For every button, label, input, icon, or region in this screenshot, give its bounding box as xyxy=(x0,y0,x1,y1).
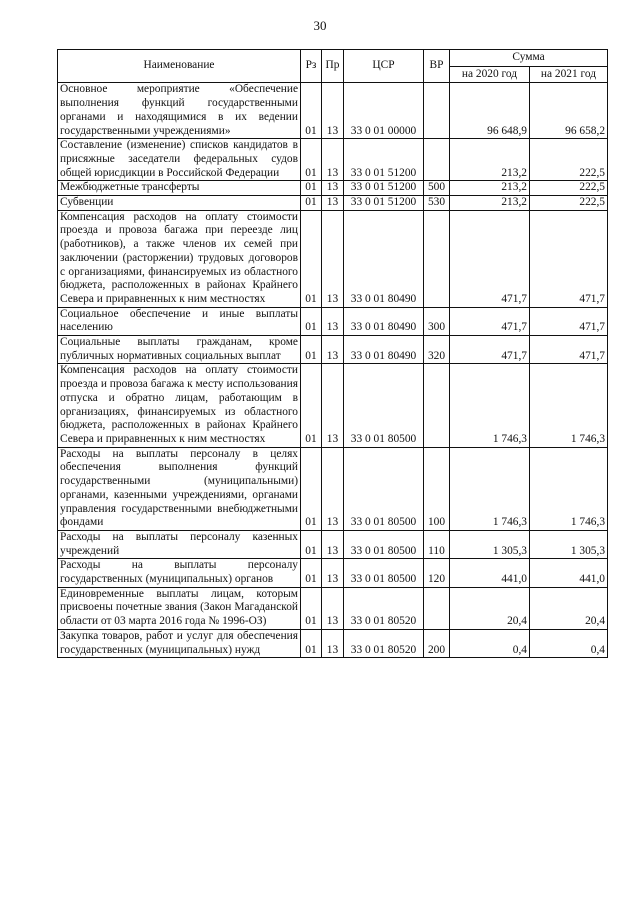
cell-sum-2020: 213,2 xyxy=(450,139,530,181)
cell-vr xyxy=(424,139,450,181)
cell-name: Социальное обеспечение и иные выплаты населению xyxy=(58,307,301,335)
header-rz: Рз xyxy=(301,50,322,83)
cell-rz: 01 xyxy=(301,181,322,196)
cell-vr: 110 xyxy=(424,530,450,558)
cell-pr: 13 xyxy=(322,587,344,629)
cell-sum-2020: 471,7 xyxy=(450,210,530,307)
cell-csr: 33 0 01 80520 xyxy=(344,587,424,629)
cell-csr: 33 0 01 51200 xyxy=(344,196,424,211)
cell-rz: 01 xyxy=(301,587,322,629)
cell-vr xyxy=(424,210,450,307)
cell-name: Расходы на выплаты персоналу казенных учреждений xyxy=(58,530,301,558)
cell-rz: 01 xyxy=(301,629,322,657)
cell-vr: 530 xyxy=(424,196,450,211)
table-row xyxy=(58,83,608,139)
table-row xyxy=(58,587,608,629)
cell-vr: 120 xyxy=(424,559,450,587)
header-2020: на 2020 год xyxy=(450,66,530,83)
cell-csr: 33 0 01 80500 xyxy=(344,559,424,587)
header-name: Наименование xyxy=(58,50,301,83)
table-row xyxy=(58,307,608,335)
cell-sum-2020: 213,2 xyxy=(450,181,530,196)
cell-rz: 01 xyxy=(301,336,322,364)
table-row xyxy=(58,210,608,307)
cell-sum-2020: 213,2 xyxy=(450,196,530,211)
cell-sum-2021: 0,4 xyxy=(530,629,608,657)
cell-rz: 01 xyxy=(301,83,322,139)
cell-sum-2020: 0,4 xyxy=(450,629,530,657)
cell-sum-2020: 471,7 xyxy=(450,307,530,335)
cell-pr: 13 xyxy=(322,139,344,181)
cell-sum-2020: 441,0 xyxy=(450,559,530,587)
cell-sum-2021: 222,5 xyxy=(530,196,608,211)
cell-vr xyxy=(424,83,450,139)
cell-sum-2021: 222,5 xyxy=(530,139,608,181)
cell-csr: 33 0 01 80500 xyxy=(344,447,424,530)
cell-name: Расходы на выплаты персоналу государственных (муниципальных) органов xyxy=(58,559,301,587)
page-number: 30 xyxy=(313,18,327,33)
cell-sum-2020: 1 746,3 xyxy=(450,447,530,530)
cell-name: Компенсация расходов на оплату стоимости проезда и провоза багажа при переезде лиц (работников), а также членов их семей при заключении (расторжении) трудовых договоров с организациями, финансируемых из областного бюджета, расположенных в районах Крайнего Севера и приравненных к ним местностях xyxy=(58,210,301,307)
cell-sum-2020: 471,7 xyxy=(450,336,530,364)
header-2021: на 2021 год xyxy=(530,66,608,83)
cell-sum-2021: 471,7 xyxy=(530,336,608,364)
cell-pr: 13 xyxy=(322,530,344,558)
table-row xyxy=(58,181,608,196)
cell-vr xyxy=(424,364,450,447)
cell-name: Основное мероприятие «Обеспечение выполнения функций государственными органами и находящимися в их ведении государственными учреждениями» xyxy=(58,83,301,139)
cell-pr: 13 xyxy=(322,196,344,211)
cell-rz: 01 xyxy=(301,530,322,558)
table-row xyxy=(58,559,608,587)
header-row xyxy=(58,50,608,67)
cell-name: Субвенции xyxy=(58,196,301,211)
cell-sum-2020: 96 648,9 xyxy=(450,83,530,139)
cell-pr: 13 xyxy=(322,364,344,447)
cell-name: Социальные выплаты гражданам, кроме публичных нормативных социальных выплат xyxy=(58,336,301,364)
cell-name: Межбюджетные трансферты xyxy=(58,181,301,196)
table-row xyxy=(58,364,608,447)
cell-csr: 33 0 01 80490 xyxy=(344,307,424,335)
budget-table xyxy=(57,49,608,658)
table-row xyxy=(58,629,608,657)
table-body xyxy=(58,83,608,658)
cell-pr: 13 xyxy=(322,210,344,307)
header-pr: Пр xyxy=(322,50,344,83)
cell-csr: 33 0 01 80490 xyxy=(344,210,424,307)
cell-sum-2021: 1 305,3 xyxy=(530,530,608,558)
header-csr: ЦСР xyxy=(344,50,424,83)
cell-sum-2021: 471,7 xyxy=(530,210,608,307)
cell-rz: 01 xyxy=(301,364,322,447)
cell-vr: 100 xyxy=(424,447,450,530)
table-row xyxy=(58,447,608,530)
cell-name: Расходы на выплаты персоналу в целях обеспечения выполнения функций государственными (муниципальными) органами, казенными учреждениями, органами управления государственными внебюджетными фондами xyxy=(58,447,301,530)
cell-csr: 33 0 01 51200 xyxy=(344,181,424,196)
cell-rz: 01 xyxy=(301,307,322,335)
cell-pr: 13 xyxy=(322,181,344,196)
cell-pr: 13 xyxy=(322,307,344,335)
cell-sum-2020: 1 305,3 xyxy=(450,530,530,558)
cell-rz: 01 xyxy=(301,196,322,211)
cell-pr: 13 xyxy=(322,336,344,364)
cell-pr: 13 xyxy=(322,447,344,530)
cell-csr: 33 0 01 80500 xyxy=(344,364,424,447)
cell-rz: 01 xyxy=(301,139,322,181)
table-row xyxy=(58,196,608,211)
cell-csr: 33 0 01 00000 xyxy=(344,83,424,139)
cell-sum-2021: 1 746,3 xyxy=(530,364,608,447)
cell-csr: 33 0 01 80500 xyxy=(344,530,424,558)
cell-sum-2020: 20,4 xyxy=(450,587,530,629)
cell-rz: 01 xyxy=(301,210,322,307)
table-row xyxy=(58,139,608,181)
cell-sum-2021: 441,0 xyxy=(530,559,608,587)
cell-name: Составление (изменение) списков кандидатов в присяжные заседатели федеральных судов общей юрисдикции в Российской Федерации xyxy=(58,139,301,181)
cell-sum-2021: 96 658,2 xyxy=(530,83,608,139)
header-vr: ВР xyxy=(424,50,450,83)
cell-sum-2021: 471,7 xyxy=(530,307,608,335)
cell-sum-2021: 20,4 xyxy=(530,587,608,629)
cell-sum-2020: 1 746,3 xyxy=(450,364,530,447)
cell-vr: 500 xyxy=(424,181,450,196)
cell-vr: 320 xyxy=(424,336,450,364)
cell-name: Единовременные выплаты лицам, которым присвоены почетные звания (Закон Магаданской области от 03 марта 2016 года № 1996-ОЗ) xyxy=(58,587,301,629)
cell-sum-2021: 1 746,3 xyxy=(530,447,608,530)
cell-pr: 13 xyxy=(322,83,344,139)
cell-rz: 01 xyxy=(301,447,322,530)
cell-vr xyxy=(424,587,450,629)
table-row xyxy=(58,530,608,558)
cell-vr: 200 xyxy=(424,629,450,657)
cell-pr: 13 xyxy=(322,629,344,657)
table-row xyxy=(58,336,608,364)
cell-name: Закупка товаров, работ и услуг для обеспечения государственных (муниципальных) нужд xyxy=(58,629,301,657)
cell-csr: 33 0 01 80490 xyxy=(344,336,424,364)
cell-sum-2021: 222,5 xyxy=(530,181,608,196)
cell-rz: 01 xyxy=(301,559,322,587)
header-sum: Сумма xyxy=(450,50,608,67)
cell-csr: 33 0 01 80520 xyxy=(344,629,424,657)
cell-vr: 300 xyxy=(424,307,450,335)
cell-pr: 13 xyxy=(322,559,344,587)
cell-csr: 33 0 01 51200 xyxy=(344,139,424,181)
cell-name: Компенсация расходов на оплату стоимости проезда и провоза багажа к месту использования отпуска и обратно лицам, работающим в организациях, финансируемых из областного бюджета, расположенных в районах Крайнего Севера и приравненных к ним местностях xyxy=(58,364,301,447)
